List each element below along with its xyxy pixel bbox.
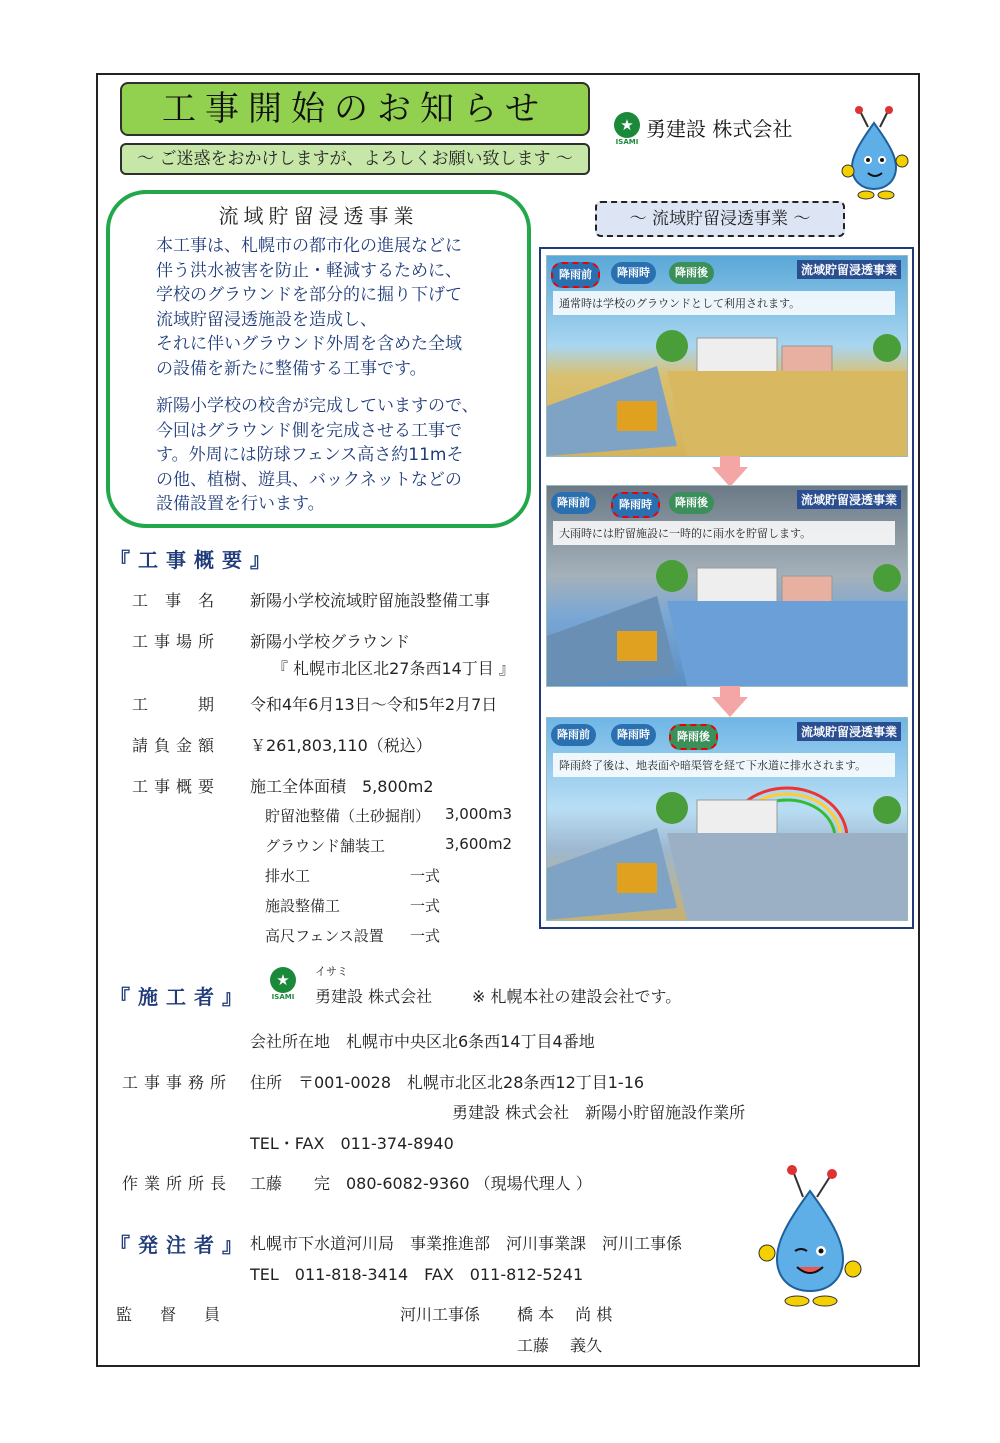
page-title: 工事開始のお知らせ <box>120 82 590 136</box>
label-supervisor: 監 督 員 <box>116 1305 227 1324</box>
site-office-tel: TEL・FAX 011-374-8940 <box>250 1134 454 1153</box>
sub-item-qty: 3,600m2 <box>445 835 513 853</box>
label-location: 工事場所 <box>132 632 221 651</box>
tab-during-rain: 降雨時 <box>611 492 660 518</box>
sub-item-name: 高尺フェンス設置 <box>265 927 384 945</box>
panel-during-rain <box>546 485 908 687</box>
ground-scene-icon <box>547 326 907 456</box>
tab-before-rain: 降雨前 <box>551 492 596 514</box>
panel-title: 流域貯留浸透事業 <box>797 260 901 279</box>
text-line: それに伴いグラウンド外周を含めた全域 <box>156 334 462 354</box>
tab-before-rain: 降雨前 <box>551 724 596 746</box>
logo-caption: ISAMI <box>615 138 639 146</box>
label-site-manager: 作業所所長 <box>122 1174 233 1193</box>
value-location: 新陽小学校グラウンド <box>250 632 411 651</box>
company-ruby: イサミ <box>315 965 348 978</box>
tab-during-rain: 降雨時 <box>611 724 656 746</box>
water-drop-mascot-icon <box>838 105 910 200</box>
contractor-name: 勇建設 株式会社 <box>315 987 433 1006</box>
contractor-note: ※ 札幌本社の建設会社です。 <box>472 987 682 1006</box>
down-arrow-icon <box>712 697 748 717</box>
sub-item-qty: 一式 <box>410 897 441 915</box>
site-office-address: 住所 〒001-0028 札幌市北区北28条西12丁目1-16 <box>250 1073 645 1092</box>
label-site-office: 工事事務所 <box>122 1073 233 1092</box>
tab-after-rain: 降雨後 <box>669 262 714 284</box>
sub-item-qty: 3,000m3 <box>445 805 513 823</box>
client-tel: TEL 011-818-3414 FAX 011-812-5241 <box>250 1265 584 1284</box>
sub-item-qty: 一式 <box>410 927 441 945</box>
tab-after-rain: 降雨後 <box>669 724 718 750</box>
text-line: 学校のグラウンドを部分的に掘り下げて <box>156 285 462 305</box>
text-line: 設備設置を行います。 <box>156 494 325 514</box>
page-subtitle: ～ ご迷惑をおかけしますが、よろしくお願い致します ～ <box>120 143 590 175</box>
label-overview: 工事概要 <box>132 777 221 796</box>
logo-caption: ISAMI <box>271 993 295 1001</box>
tab-after-rain: 降雨後 <box>669 492 714 514</box>
label-contract-amount: 請負金額 <box>132 736 221 755</box>
sub-item-name: 排水工 <box>265 867 311 885</box>
supervisor-2: 工藤 義久 <box>517 1336 603 1355</box>
text-line: 今回はグラウンド側を完成させる工事で <box>156 420 462 441</box>
contractor-heading: 『施工者』 <box>110 985 250 1009</box>
flooded-ground-scene-icon <box>547 556 907 686</box>
panel-caption: 通常時は学校のグラウンドとして利用されます。 <box>553 291 895 315</box>
company-name: 勇建設 株式会社 <box>646 117 793 141</box>
contractor-logo <box>268 967 298 1007</box>
value-project-name: 新陽小学校流域貯留施設整備工事 <box>250 591 491 610</box>
panel-after-rain <box>546 717 908 921</box>
sub-item-name: 貯留池整備（土砂掘削） <box>265 807 431 825</box>
text-line: 流域貯留浸透施設を造成し、 <box>156 309 377 330</box>
value-total-area: 施工全体面積 5,800m2 <box>250 777 434 796</box>
supervisor-section: 河川工事係 <box>400 1305 481 1324</box>
text-line: 伴う洪水被害を防止・軽減するために、 <box>156 260 462 281</box>
text-line: 本工事は、札幌市の都市化の進展などに <box>156 236 462 256</box>
illustration-label: ～ 流域貯留浸透事業 ～ <box>595 201 845 237</box>
sub-item-qty: 一式 <box>410 867 441 885</box>
panel-title: 流域貯留浸透事業 <box>797 722 901 741</box>
down-arrow-icon <box>712 467 748 487</box>
value-address: 『 札幌市北区北27条西14丁目 』 <box>272 659 515 678</box>
star-icon: ★ <box>614 112 640 138</box>
site-office-name: 勇建設 株式会社 新陽小貯留施設作業所 <box>452 1103 746 1122</box>
value-period: 令和4年6月13日～令和5年2月7日 <box>250 695 498 714</box>
supervisor-1: 橋 本 尚 棋 <box>517 1305 613 1324</box>
panel-caption: 降雨終了後は、地表面や暗渠管を経て下水道に排水されます。 <box>553 753 895 777</box>
intro-heading: 流域貯留浸透事業 <box>218 204 419 228</box>
label-period: 工 期 <box>132 695 221 714</box>
water-drop-mascot-icon <box>755 1163 865 1313</box>
site-manager: 工藤 完 080-6082-9360 （現場代理人 ） <box>250 1174 592 1193</box>
value-contract-amount: ￥261,803,110（税込） <box>250 736 432 755</box>
panel-title: 流域貯留浸透事業 <box>797 490 901 509</box>
intro-paragraph-1 <box>156 234 516 381</box>
tab-during-rain: 降雨時 <box>611 262 656 284</box>
sub-item-name: 施設整備工 <box>265 897 341 915</box>
client-dept: 札幌市下水道河川局 事業推進部 河川事業課 河川工事係 <box>250 1234 683 1253</box>
panel-caption: 大雨時には貯留施設に一時的に雨水を貯留します。 <box>553 521 895 545</box>
star-icon: ★ <box>270 967 296 993</box>
text-line: す。外周には防球フェンス高さ約11mそ <box>156 445 464 465</box>
overview-heading: 『工事概要』 <box>110 548 278 572</box>
panel-before-rain <box>546 255 908 457</box>
text-line: 新陽小学校の校舎が完成していますので、 <box>156 396 479 416</box>
text-line: の他、植樹、遊具、バックネットなどの <box>156 469 462 490</box>
contractor-hq: 会社所在地 札幌市中央区北6条西14丁目4番地 <box>250 1032 595 1051</box>
tab-before-rain: 降雨前 <box>551 262 600 288</box>
label-project-name: 工 事 名 <box>132 591 221 610</box>
client-heading: 『発注者』 <box>110 1233 250 1257</box>
company-logo <box>612 112 642 152</box>
sub-item-name: グラウンド舗装工 <box>265 837 386 855</box>
intro-paragraph-2 <box>156 394 516 517</box>
text-line: の設備を新たに整備する工事です。 <box>156 358 427 379</box>
rainbow-ground-scene-icon <box>547 778 907 920</box>
